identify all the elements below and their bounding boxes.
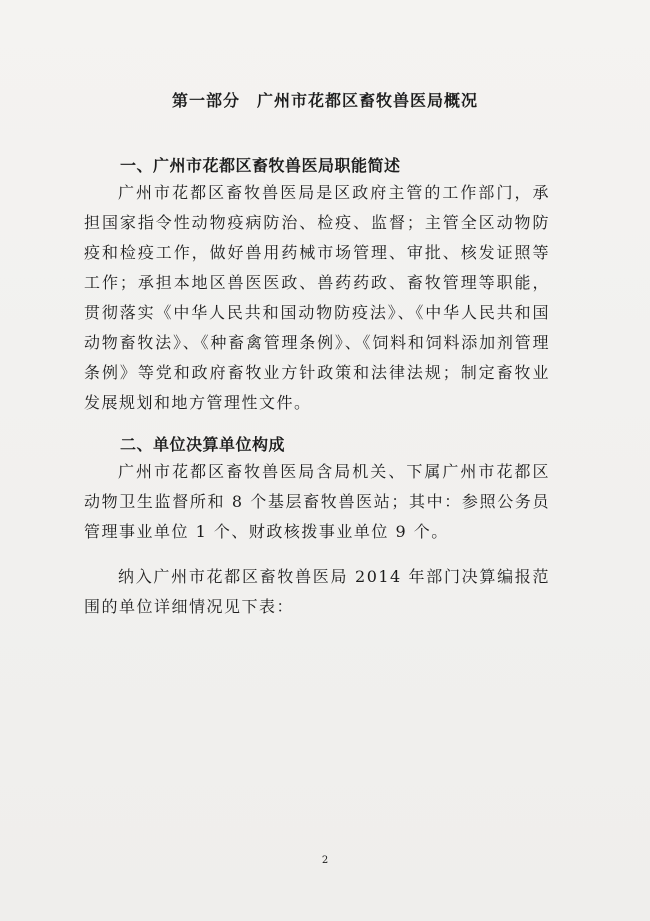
page-number: 2 [321, 855, 329, 866]
paragraph-units-scope: 纳入广州市花都区畜牧兽医局 2014 年部门决算编报范围的单位详细情况见下表： [84, 567, 550, 616]
paragraph-functions: 广州市花都区畜牧兽医局是区政府主管的工作部门，承担国家指令性动物疫病防治、检疫、监督；主管全区动物防疫和检疫工作，做好兽用药械市场管理、审批、核发证照等工作；承担本地区兽医医政、兽药药政、畜牧管理等职能，贯彻落实《中华人民共和国动物防疫法》、《中华人民共和国动物畜牧法》、《种畜禽管理条例》、《饲料和饲料添加剂管理条例》等党和政府畜牧业方针政策和法律法规；制定畜牧业发展规划和地方管理性文件。 [84, 183, 550, 412]
document-title: 第一部分 广州市花都区畜牧兽医局概况 [171, 91, 478, 110]
paragraph-units-composition: 广州市花都区畜牧兽医局含局机关、下属广州市花都区动物卫生监督所和 8 个基层畜牧兽医站；其中：参照公务员管理事业单位 1 个、财政核拨事业单位 9 个。 [84, 462, 550, 541]
section-heading-units: 二、单位决算单位构成 [120, 435, 286, 454]
section-heading-functions: 一、广州市花都区畜牧兽医局职能简述 [120, 156, 401, 175]
